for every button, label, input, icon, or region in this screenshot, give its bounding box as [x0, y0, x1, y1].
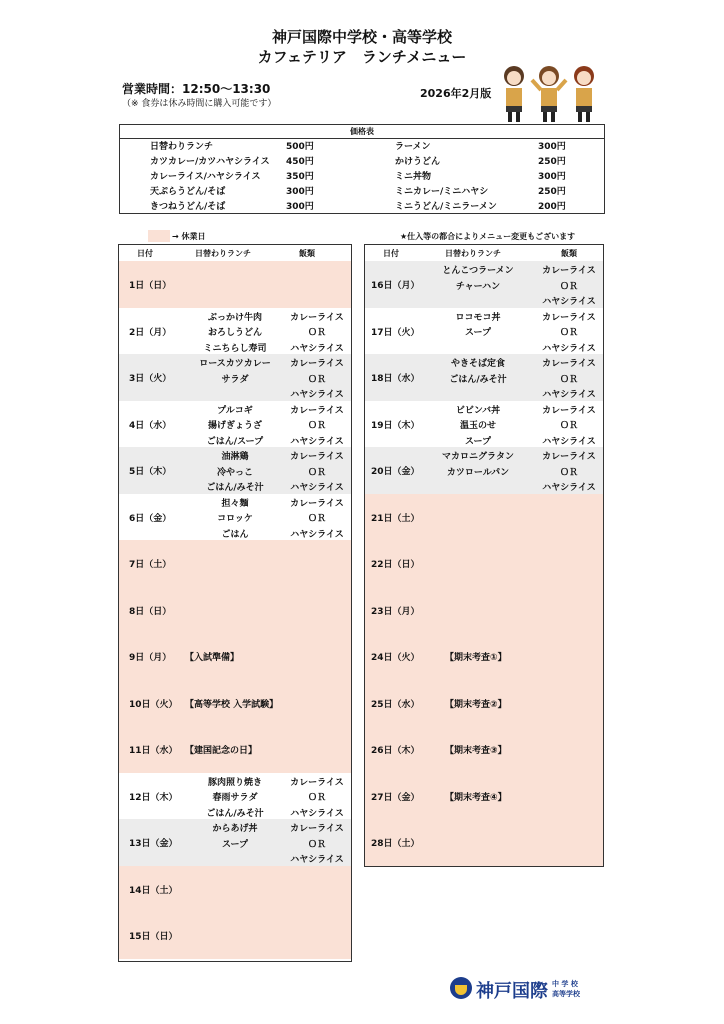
rice-item: カレーライス — [290, 452, 344, 462]
school-logo — [450, 975, 590, 1003]
rice-item: カレーライス — [290, 498, 344, 509]
table-header — [365, 245, 603, 262]
price-item-name: きつねうどん/そば — [150, 202, 226, 212]
rice-item: カレーライス — [290, 777, 344, 788]
lunch-item: とんこつラーメン — [442, 266, 514, 276]
price-item-name: 日替わりランチ — [150, 142, 214, 152]
lunch-item: ロースカツカレー — [199, 359, 271, 369]
day-row — [119, 819, 351, 866]
day-row — [365, 494, 603, 541]
lunch-item: ミニちらし寿司 — [203, 343, 267, 354]
day-row — [365, 447, 603, 494]
day-date: 11日（水） — [129, 746, 178, 757]
price-item-name: カツカレー/カツハヤシライス — [150, 157, 270, 167]
day-date: 10日（火） — [129, 699, 178, 710]
day-row — [365, 773, 603, 820]
col-rice: 飯類 — [299, 249, 315, 258]
day-row — [119, 401, 351, 448]
rice-item: ＯＲ — [559, 374, 578, 385]
event-label: 【期末考査②】 — [445, 699, 507, 710]
lunch-item: スープ — [221, 839, 249, 850]
rice-item: ハヤシライス — [290, 529, 344, 540]
business-hours: 営業時間：12:50～13:30 — [122, 82, 271, 96]
menu-table-second-half — [364, 244, 604, 867]
day-row — [365, 540, 603, 587]
lunch-item: ぶっかけ牛肉 — [207, 312, 262, 323]
price-item-name: カレーライス/ハヤシライス — [150, 172, 261, 182]
rice-item: ハヤシライス — [290, 855, 344, 865]
price-item-price: 250円 — [538, 187, 566, 197]
price-item-name: 天ぷらうどん/そば — [150, 187, 226, 197]
day-date: 5日（木） — [129, 467, 172, 478]
rice-item: カレーライス — [290, 359, 344, 369]
rice-item: ＯＲ — [559, 281, 578, 292]
event-label: 【期末考査④】 — [445, 792, 507, 803]
lunch-item: スープ — [464, 328, 492, 338]
price-item-name: ミニ丼物 — [395, 172, 432, 182]
logo-sub-junior: 中 学 校 — [552, 980, 578, 988]
event-label: 【期末考査①】 — [445, 653, 507, 664]
col-lunch: 日替わりランチ — [445, 249, 501, 258]
day-date: 4日（水） — [129, 420, 172, 431]
day-date: 17日（火） — [371, 327, 420, 338]
lunch-item: 春雨サラダ — [212, 793, 258, 803]
day-date: 1日（日） — [129, 281, 172, 292]
rice-item: ＯＲ — [307, 839, 326, 850]
lunch-item: おろしうどん — [207, 328, 262, 338]
edition-label: 2026年2月版 — [420, 87, 492, 100]
day-date: 14日（土） — [129, 885, 178, 896]
rice-item: カレーライス — [290, 405, 344, 416]
rice-item: ＯＲ — [307, 793, 326, 803]
rice-item: ハヤシライス — [290, 483, 344, 493]
lunch-item: 豚肉照り焼き — [207, 777, 262, 788]
rice-item: カレーライス — [542, 359, 596, 369]
price-item-name: かけうどん — [395, 157, 441, 167]
rice-item: ＯＲ — [307, 328, 326, 338]
rice-item: ＯＲ — [307, 514, 326, 524]
price-item-price: 250円 — [538, 157, 566, 167]
price-item-price: 300円 — [286, 202, 314, 212]
col-date: 日付 — [383, 249, 399, 258]
logo-name: 神戸国際 — [476, 981, 548, 1002]
price-item-price: 450円 — [286, 157, 314, 167]
price-item-price: 300円 — [538, 172, 566, 182]
price-item-price: 350円 — [286, 172, 314, 182]
day-row — [365, 587, 603, 634]
student-characters-illustration — [496, 62, 602, 124]
rice-item: ＯＲ — [307, 467, 326, 478]
rice-item: カレーライス — [542, 405, 596, 416]
day-date: 20日（金） — [371, 467, 420, 478]
rice-item: カレーライス — [542, 452, 596, 462]
day-row — [119, 540, 351, 587]
menu-change-notice: ★仕入等の都合によりメニュー変更もございます — [400, 232, 576, 241]
rice-item: カレーライス — [290, 312, 344, 323]
day-date: 19日（木） — [371, 420, 420, 431]
menu-table-first-half — [118, 244, 352, 962]
event-label: 【建国記念の日】 — [185, 746, 258, 757]
day-date: 22日（日） — [371, 560, 420, 571]
lunch-item: ごはん/みそ汁 — [206, 808, 264, 819]
rice-item: ハヤシライス — [542, 483, 596, 493]
day-row — [119, 773, 351, 820]
rice-item: ハヤシライス — [290, 343, 344, 354]
price-table-title: 価格表 — [120, 125, 604, 139]
day-date: 13日（金） — [129, 839, 178, 850]
day-date: 16日（月） — [371, 281, 420, 292]
price-table — [119, 124, 605, 214]
lunch-item: 温玉のせ — [459, 421, 496, 431]
school-title: 神戸国際中学校・高等学校 — [271, 28, 452, 46]
day-row — [119, 261, 351, 308]
rice-item: ＯＲ — [559, 328, 578, 338]
day-row — [365, 633, 603, 680]
rice-item: ハヤシライス — [290, 808, 344, 819]
day-date: 9日（月） — [129, 653, 172, 664]
day-row — [365, 819, 603, 866]
table-header — [119, 245, 351, 262]
price-item-name: ラーメン — [395, 142, 431, 152]
day-row — [119, 866, 351, 913]
lunch-item: プルコギ — [217, 405, 253, 416]
day-date: 2日（月） — [129, 327, 172, 338]
day-row — [119, 447, 351, 494]
rice-item: ハヤシライス — [542, 390, 596, 400]
rice-item: ＯＲ — [559, 467, 578, 478]
lunch-item: カツロールパン — [446, 467, 510, 478]
rice-item: カレーライス — [290, 824, 344, 834]
rice-item: ＯＲ — [307, 374, 326, 385]
day-row — [119, 633, 351, 680]
day-date: 3日（火） — [129, 374, 172, 385]
lunch-item: 担々麺 — [221, 498, 249, 509]
day-row — [365, 308, 603, 355]
rice-item: ＯＲ — [559, 421, 578, 431]
lunch-item: ごはん/スープ — [206, 436, 264, 447]
day-row — [119, 354, 351, 401]
lunch-item: からあげ丼 — [212, 824, 258, 834]
holiday-legend-label: → 休業日 — [172, 232, 206, 241]
lunch-item: 油淋鶏 — [221, 452, 249, 462]
lunch-item: マカロニグラタン — [442, 452, 514, 462]
day-row — [365, 261, 603, 308]
price-item-price: 300円 — [286, 187, 314, 197]
rice-item: カレーライス — [542, 266, 596, 276]
rice-item: ハヤシライス — [290, 436, 344, 447]
logo-sub-senior: 高等学校 — [552, 990, 580, 998]
day-row — [365, 401, 603, 448]
lunch-item: 冷やっこ — [216, 467, 253, 478]
lunch-item: チャーハン — [455, 281, 501, 292]
rice-item: カレーライス — [542, 312, 596, 323]
price-item-name: ミニカレー/ミニハヤシ — [395, 187, 489, 197]
day-row — [119, 912, 351, 959]
lunch-item: スープ — [464, 436, 492, 447]
day-date: 6日（金） — [129, 513, 172, 524]
lunch-item: やきそば定食 — [450, 359, 505, 369]
col-rice: 飯類 — [561, 249, 577, 258]
day-date: 15日（日） — [129, 932, 178, 943]
day-date: 27日（金） — [371, 792, 420, 803]
lunch-item: 揚げぎょうざ — [207, 421, 262, 431]
day-date: 26日（木） — [371, 746, 420, 757]
school-emblem-icon — [450, 977, 472, 999]
day-date: 8日（日） — [129, 606, 172, 617]
day-row — [119, 587, 351, 634]
event-label: 【期末考査③】 — [445, 746, 507, 757]
menu-title: カフェテリア ランチメニュー — [257, 48, 467, 66]
day-row — [119, 680, 351, 727]
day-date: 25日（水） — [371, 699, 420, 710]
col-lunch: 日替わりランチ — [195, 249, 251, 258]
rice-item: ハヤシライス — [542, 297, 596, 307]
ticket-note: （※ 食券は休み時間に購入可能です） — [122, 99, 277, 109]
rice-item: ハヤシライス — [542, 343, 596, 354]
lunch-item: ごはん/みそ汁 — [449, 374, 507, 385]
holiday-legend-swatch — [148, 230, 170, 242]
day-date: 12日（木） — [129, 792, 178, 803]
lunch-item: コロッケ — [217, 514, 253, 524]
day-date: 18日（水） — [371, 374, 420, 385]
lunch-item: ごはん — [221, 529, 249, 540]
rice-item: ＯＲ — [307, 421, 326, 431]
price-item-price: 500円 — [286, 142, 314, 152]
lunch-item: ごはん/みそ汁 — [206, 483, 264, 493]
day-row — [365, 726, 603, 773]
lunch-item: ロコモコ丼 — [455, 312, 501, 323]
day-date: 23日（月） — [371, 606, 420, 617]
lunch-item: ビビンバ丼 — [455, 405, 501, 416]
day-row — [119, 726, 351, 773]
day-date: 21日（土） — [371, 513, 420, 524]
day-row — [365, 680, 603, 727]
day-date: 7日（土） — [129, 560, 172, 571]
day-row — [365, 354, 603, 401]
price-item-price: 200円 — [538, 202, 566, 212]
price-item-price: 300円 — [538, 142, 566, 152]
rice-item: ハヤシライス — [290, 390, 344, 400]
event-label: 【入試準備】 — [185, 653, 240, 664]
day-row — [119, 494, 351, 541]
rice-item: ハヤシライス — [542, 436, 596, 447]
price-item-name: ミニうどん/ミニラーメン — [395, 202, 497, 212]
col-date: 日付 — [137, 249, 153, 258]
event-label: 【高等学校 入学試験】 — [185, 699, 279, 710]
lunch-item: サラダ — [221, 374, 249, 385]
day-row — [119, 308, 351, 355]
day-date: 28日（土） — [371, 839, 420, 850]
day-date: 24日（火） — [371, 653, 420, 664]
